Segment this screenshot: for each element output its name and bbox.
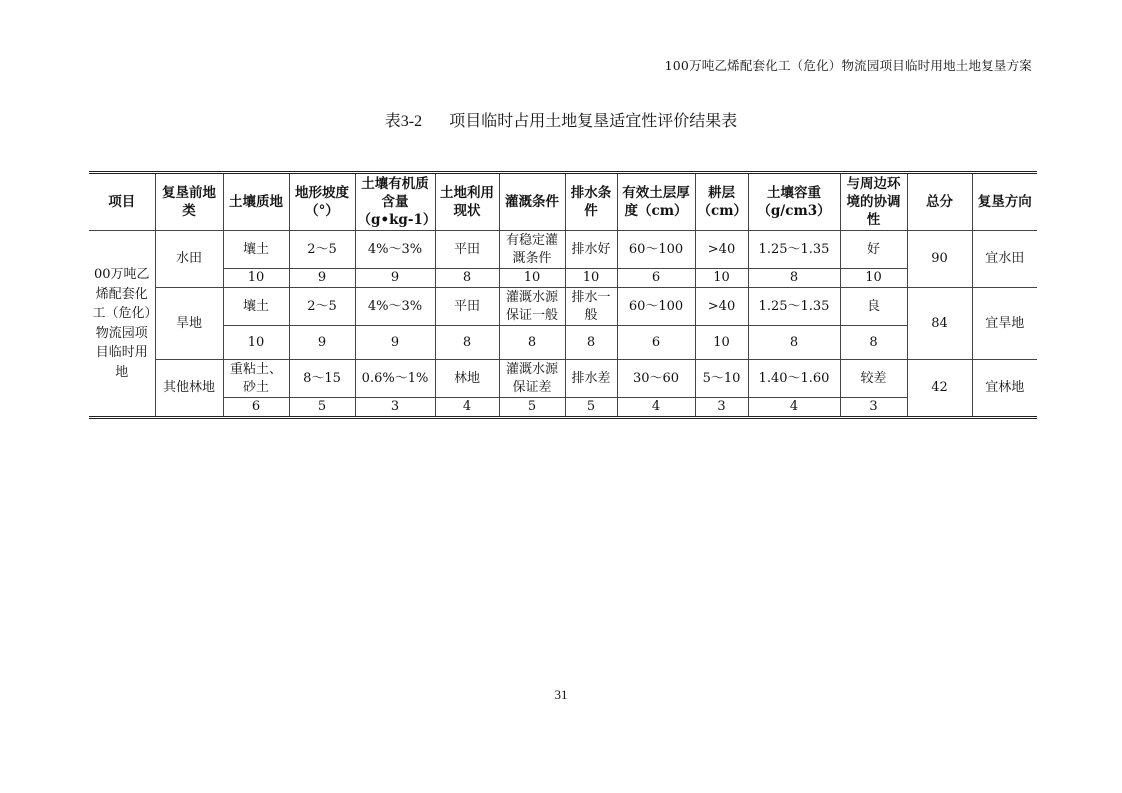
score-cell: 9	[355, 326, 435, 360]
score-cell: 8	[748, 269, 840, 288]
table-caption: 项目临时占用土地复垦适宜性评价结果表	[449, 111, 738, 130]
header-cell: 复垦前地类	[155, 173, 223, 231]
table-cell: 排水好	[565, 231, 617, 269]
table-cell: 平田	[435, 288, 499, 326]
score-cell: 10	[840, 269, 907, 288]
table-cell: 重粘土、砂土	[223, 360, 289, 398]
score-cell: 6	[617, 269, 695, 288]
table-row	[89, 231, 1037, 269]
score-cell: 8	[748, 326, 840, 360]
table-cell: 60～100	[617, 288, 695, 326]
table-row	[89, 360, 1037, 398]
header-cell: 土壤质地	[223, 173, 289, 231]
land-type-cell: 水田	[155, 231, 223, 288]
table-row	[89, 398, 1037, 418]
table-title	[0, 108, 1122, 131]
table-cell: >40	[695, 231, 748, 269]
direction-cell: 宜林地	[972, 360, 1037, 418]
score-cell: 6	[223, 398, 289, 418]
header-cell: 有效土层厚度（cm）	[617, 173, 695, 231]
table-cell: 灌溉水源保证差	[499, 360, 565, 398]
score-cell: 10	[223, 269, 289, 288]
total-score-cell: 42	[907, 360, 972, 418]
table-number: 表3-2	[384, 113, 423, 130]
header-cell: 土壤有机质含量（g•kg-1）	[355, 173, 435, 231]
table-cell: 有稳定灌溉条件	[499, 231, 565, 269]
table-cell: 排水一般	[565, 288, 617, 326]
table-cell: 良	[840, 288, 907, 326]
header-cell: 复垦方向	[972, 173, 1037, 231]
score-cell: 8	[435, 326, 499, 360]
table-row	[89, 269, 1037, 288]
table-cell: 4%～3%	[355, 288, 435, 326]
header-cell: 地形坡度（°）	[289, 173, 355, 231]
score-cell: 5	[289, 398, 355, 418]
score-cell: 10	[223, 326, 289, 360]
header-cell: 土地利用现状	[435, 173, 499, 231]
table-header-row	[89, 173, 1037, 231]
evaluation-table	[89, 171, 1037, 419]
score-cell: 9	[289, 269, 355, 288]
score-cell: 9	[355, 269, 435, 288]
score-cell: 8	[499, 326, 565, 360]
table-cell: 灌溉水源保证一般	[499, 288, 565, 326]
score-cell: 5	[499, 398, 565, 418]
header-cell: 总分	[907, 173, 972, 231]
total-score-cell: 84	[907, 288, 972, 360]
score-cell: 6	[617, 326, 695, 360]
table-cell: >40	[695, 288, 748, 326]
table-cell: 壤土	[223, 288, 289, 326]
land-type-cell: 其他林地	[155, 360, 223, 418]
table-cell: 壤土	[223, 231, 289, 269]
score-cell: 10	[499, 269, 565, 288]
table-cell: 林地	[435, 360, 499, 398]
direction-cell: 宜水田	[972, 231, 1037, 288]
table-cell: 8～15	[289, 360, 355, 398]
score-cell: 8	[840, 326, 907, 360]
land-type-cell: 旱地	[155, 288, 223, 360]
score-cell: 10	[695, 269, 748, 288]
project-cell: 00万吨乙烯配套化工（危化）物流园项目临时用地	[89, 231, 155, 418]
table-cell: 1.25～1.35	[748, 231, 840, 269]
page-number: 31	[554, 687, 568, 702]
header-cell: 土壤容重（g/cm3）	[748, 173, 840, 231]
table-cell: 0.6%～1%	[355, 360, 435, 398]
score-cell: 8	[565, 326, 617, 360]
header-cell: 耕层（cm）	[695, 173, 748, 231]
table-row	[89, 288, 1037, 326]
table-cell: 4%～3%	[355, 231, 435, 269]
table-cell: 较差	[840, 360, 907, 398]
score-cell: 8	[435, 269, 499, 288]
score-cell: 4	[435, 398, 499, 418]
table-row	[89, 326, 1037, 360]
score-cell: 10	[565, 269, 617, 288]
score-cell: 3	[695, 398, 748, 418]
table-cell: 5～10	[695, 360, 748, 398]
table-cell: 2～5	[289, 231, 355, 269]
table-cell: 60～100	[617, 231, 695, 269]
header-cell: 项目	[89, 173, 155, 231]
table-cell: 2～5	[289, 288, 355, 326]
table-cell: 1.25～1.35	[748, 288, 840, 326]
header-cell: 排水条件	[565, 173, 617, 231]
score-cell: 3	[840, 398, 907, 418]
score-cell: 5	[565, 398, 617, 418]
score-cell: 9	[289, 326, 355, 360]
table-cell: 1.40～1.60	[748, 360, 840, 398]
table-cell: 30～60	[617, 360, 695, 398]
running-header: 100万吨乙烯配套化工（危化）物流园项目临时用地土地复垦方案	[664, 58, 1032, 73]
header-cell: 与周边环境的协调性	[840, 173, 907, 231]
score-cell: 10	[695, 326, 748, 360]
score-cell: 4	[617, 398, 695, 418]
score-cell: 3	[355, 398, 435, 418]
header-cell: 灌溉条件	[499, 173, 565, 231]
total-score-cell: 90	[907, 231, 972, 288]
direction-cell: 宜旱地	[972, 288, 1037, 360]
score-cell: 4	[748, 398, 840, 418]
table-cell: 好	[840, 231, 907, 269]
table-cell: 排水差	[565, 360, 617, 398]
table-cell: 平田	[435, 231, 499, 269]
